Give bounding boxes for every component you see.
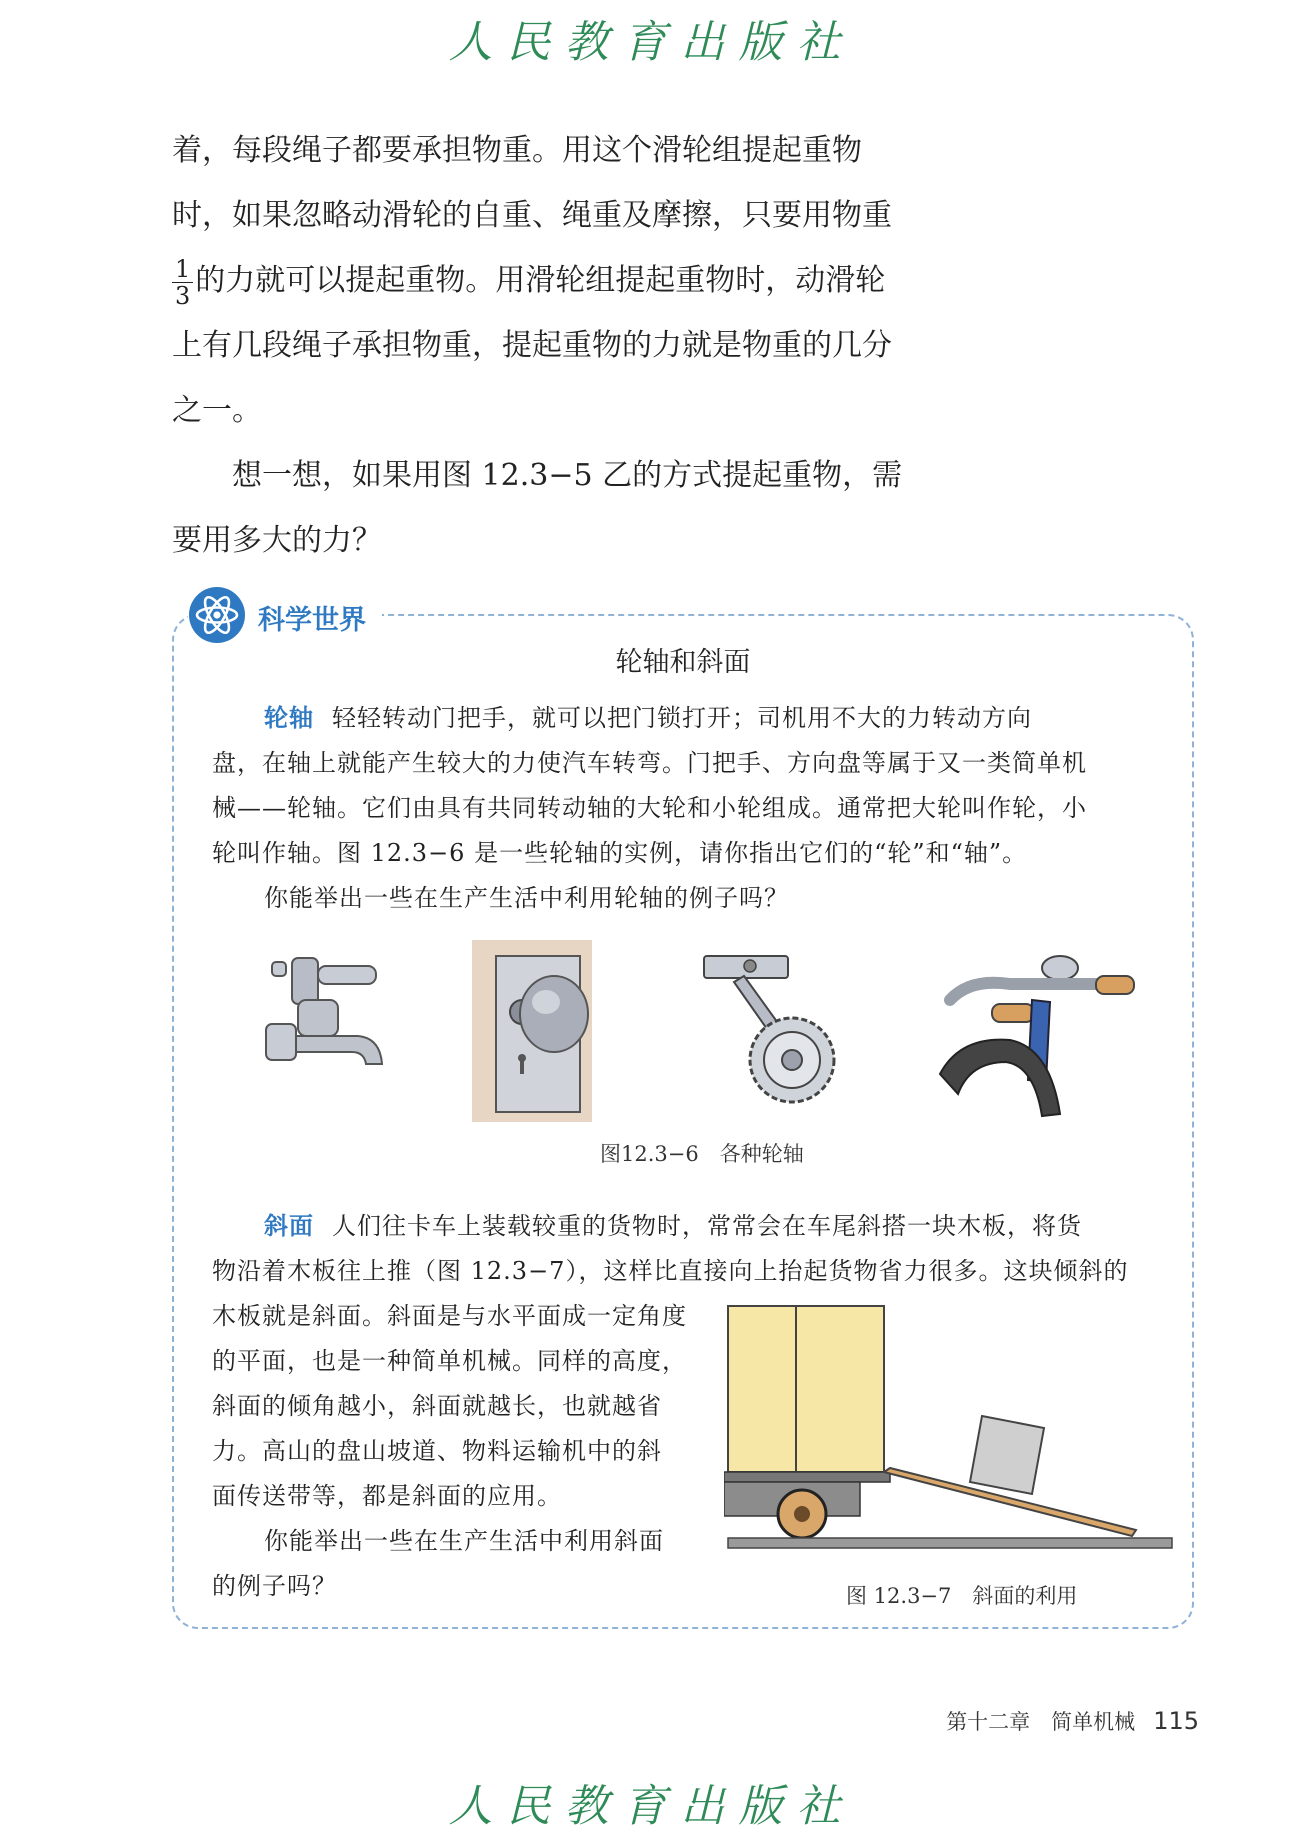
page-footer <box>946 1706 1199 1736</box>
section-label: 科学世界 <box>258 604 366 636</box>
text-line: 想一想，如果用图 12.3−5 乙的方式提起重物，需 <box>232 458 903 493</box>
text-line: 上有几段绳子承担物重，提起重物的力就是物重的几分 <box>172 328 892 363</box>
text-line <box>212 1204 1170 1249</box>
bicycle-pedal-illustration <box>700 940 850 1108</box>
incline-text-narrow <box>212 1294 692 1609</box>
text-line: 物沿着木板往上推（图 12.3−7），这样比直接向上抬起货物省力很多。这块倾斜的 <box>212 1257 1129 1285</box>
text-line: 面传送带等，都是斜面的应用。 <box>212 1482 562 1510</box>
fraction <box>172 256 193 309</box>
text-line-with-fraction <box>172 248 912 313</box>
keyword-incline: 斜面 <box>264 1212 314 1240</box>
text-line: 力。高山的盘山坡道、物料运输机中的斜 <box>212 1437 662 1465</box>
doorknob-illustration <box>472 940 592 1122</box>
text-line: 械——轮轴。它们由具有共同转动轴的大轮和小轮组成。通常把大轮叫作轮，小 <box>212 794 1087 822</box>
text-fragment: 人们往卡车上装载较重的货物时，常常会在车尾斜搭一块木板，将货 <box>332 1212 1082 1240</box>
chapter-label: 第十二章 简单机械 <box>946 1710 1136 1734</box>
text-line: 的平面，也是一种简单机械。同样的高度， <box>212 1347 687 1375</box>
text-line: 着，每段绳子都要承担物重。用这个滑轮组提起重物 <box>172 133 862 168</box>
publisher-header: 人民教育出版社 <box>448 17 855 68</box>
publisher-footer: 人民教育出版社 <box>448 1781 855 1832</box>
text-fragment: 的力就可以提起重物。用滑轮组提起重物时，动滑轮 <box>195 263 886 298</box>
page-number: 115 <box>1153 1707 1199 1735</box>
text-line: 时，如果忽略动滑轮的自重、绳重及摩擦，只要用物重 <box>172 198 892 233</box>
text-line: 你能举出一些在生产生活中利用斜面 <box>264 1527 664 1555</box>
figure-caption-wheel-axle: 图12.3−6 各种轮轴 <box>600 1142 804 1166</box>
fraction-numerator: 1 <box>172 256 193 283</box>
text-fragment: 轻轻转动门把手，就可以把门锁打开；司机用不大的力转动方向 <box>332 704 1032 732</box>
atom-icon <box>188 586 246 648</box>
text-line: 斜面的倾角越小，斜面就越长，也就越省 <box>212 1392 662 1420</box>
text-line: 盘，在轴上就能产生较大的力使汽车转弯。门把手、方向盘等属于又一类简单机 <box>212 749 1087 777</box>
section-title: 轮轴和斜面 <box>615 647 751 678</box>
bicycle-handlebar-illustration <box>930 944 1140 1130</box>
text-line: 之一。 <box>172 393 262 428</box>
text-line: 轮叫作轴。图 12.3−6 是一些轮轴的实例，请你指出它们的“轮”和“轴”。 <box>212 839 1028 867</box>
main-text <box>172 118 912 573</box>
figure-caption-incline: 图 12.3−7 斜面的利用 <box>846 1584 1078 1608</box>
incline-text-wide <box>212 1204 1170 1294</box>
science-world-header <box>188 586 382 648</box>
text-line: 木板就是斜面。斜面是与水平面成一定角度 <box>212 1302 687 1330</box>
text-line: 你能举出一些在生产生活中利用轮轴的例子吗？ <box>264 884 789 912</box>
text-line: 要用多大的力？ <box>172 523 382 558</box>
wheel-axle-text <box>212 696 1170 921</box>
faucet-illustration <box>262 940 412 1090</box>
keyword-wheel-axle: 轮轴 <box>264 704 314 732</box>
text-line: 的例子吗？ <box>212 1572 337 1600</box>
truck-ramp-illustration <box>724 1304 1176 1550</box>
text-line <box>212 696 1170 741</box>
fraction-denominator: 3 <box>175 281 191 310</box>
